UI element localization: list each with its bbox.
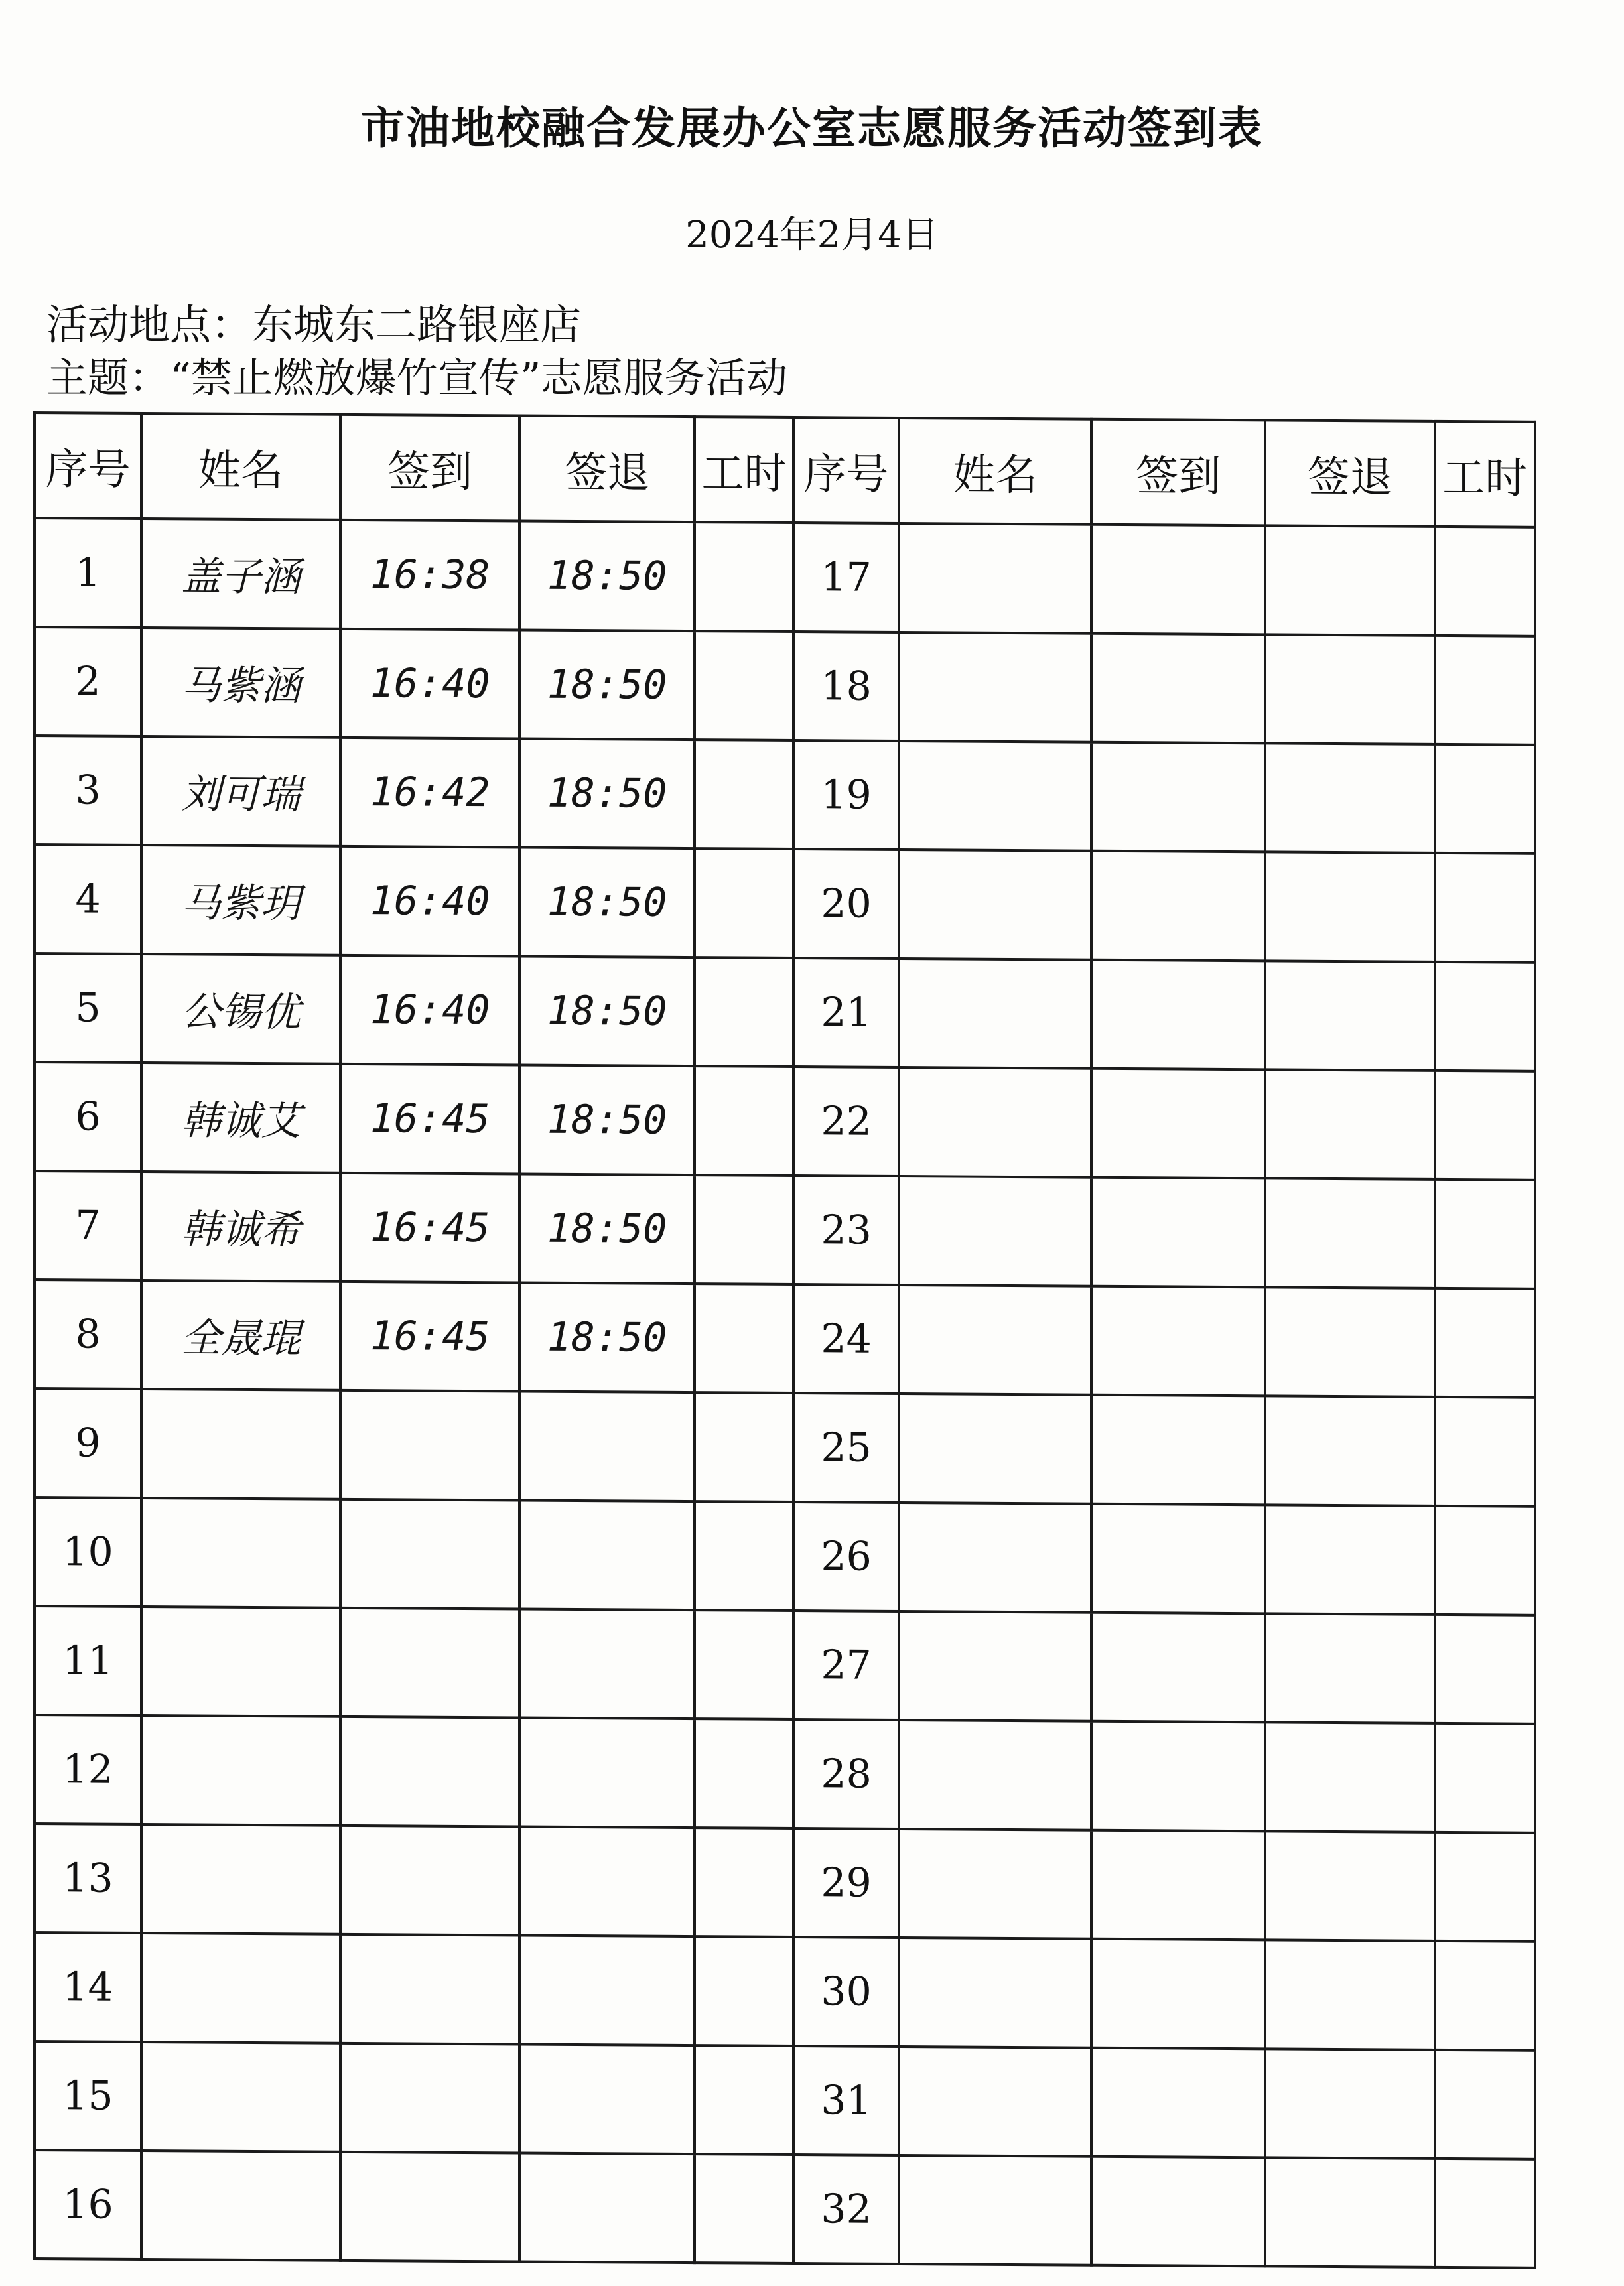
table-row xyxy=(34,953,1535,1071)
serial-cell: 32 xyxy=(793,2155,899,2264)
hours-cell xyxy=(1435,853,1535,963)
hours-cell xyxy=(695,740,793,849)
serial-cell: 9 xyxy=(34,1388,141,1498)
table-row xyxy=(34,736,1535,854)
header-hours: 工时 xyxy=(695,417,793,523)
name-signature: 韩诚希 xyxy=(141,1172,340,1282)
header-name: 姓名 xyxy=(141,413,340,520)
table-row xyxy=(34,1062,1535,1180)
name-signature: 全晟琨 xyxy=(141,1280,340,1390)
sign-out-cell xyxy=(1265,852,1435,962)
hours-cell xyxy=(1435,962,1535,1071)
hours-cell xyxy=(1435,1397,1535,1507)
hours-cell xyxy=(1435,1071,1535,1180)
theme-value: “禁止燃放爆竹宣传”志愿服务活动 xyxy=(170,354,788,402)
serial-cell: 24 xyxy=(793,1284,899,1394)
hours-cell xyxy=(695,1828,793,1937)
name-cell xyxy=(141,2151,340,2261)
hours-cell xyxy=(695,522,793,632)
sign-out-time: 18:50 xyxy=(519,738,695,848)
sign-out-time: 18:50 xyxy=(519,630,695,740)
name-cell xyxy=(899,1394,1091,1504)
name-cell xyxy=(899,2047,1091,2157)
serial-cell: 18 xyxy=(793,632,899,741)
serial-cell: 13 xyxy=(34,1824,141,1933)
serial-cell: 3 xyxy=(34,736,141,845)
hours-cell xyxy=(1435,1288,1535,1398)
sign-out-cell xyxy=(1265,634,1435,744)
name-cell xyxy=(899,741,1091,851)
table-row xyxy=(34,1388,1535,1507)
sign-out-cell xyxy=(1265,2157,1435,2267)
sign-in-cell xyxy=(1091,1830,1265,1940)
serial-cell: 6 xyxy=(34,1062,141,1172)
serial-cell: 20 xyxy=(793,849,899,959)
hours-cell xyxy=(1435,2050,1535,2159)
name-cell xyxy=(141,1715,340,1826)
hours-cell xyxy=(1435,744,1535,854)
header-hours-right: 工时 xyxy=(1435,421,1535,527)
serial-cell: 28 xyxy=(793,1719,899,1829)
serial-cell: 14 xyxy=(34,1932,141,2042)
sign-in-cell xyxy=(1091,525,1265,635)
sign-out-cell xyxy=(1265,1722,1435,1832)
sign-in-cell xyxy=(1091,1721,1265,1832)
serial-cell: 27 xyxy=(793,1611,899,1720)
hours-cell xyxy=(695,957,793,1067)
serial-cell: 4 xyxy=(34,844,141,954)
sign-out-cell xyxy=(519,1609,695,1719)
sign-out-cell xyxy=(519,1500,695,1610)
serial-cell: 8 xyxy=(34,1280,141,1389)
sign-in-time: 16:40 xyxy=(340,955,519,1065)
serial-cell: 15 xyxy=(34,2041,141,2151)
sign-out-cell xyxy=(1265,1940,1435,2050)
sign-out-cell xyxy=(519,1717,695,1828)
sign-out-cell xyxy=(1265,1178,1435,1288)
hours-cell xyxy=(1435,1941,1535,2051)
serial-cell: 23 xyxy=(793,1176,899,1285)
hours-cell xyxy=(695,1284,793,1393)
location-line xyxy=(46,292,581,351)
table-row xyxy=(34,1606,1535,1724)
table-row xyxy=(34,1932,1535,2051)
sign-out-cell xyxy=(1265,1505,1435,1615)
sign-out-cell xyxy=(1265,961,1435,1071)
serial-cell: 30 xyxy=(793,1937,899,2047)
sign-in-cell xyxy=(1091,1504,1265,1614)
sign-in-cell xyxy=(340,1717,519,1827)
sign-out-cell xyxy=(1265,1831,1435,1941)
name-cell xyxy=(899,1503,1091,1613)
hours-cell xyxy=(1435,1179,1535,1289)
serial-cell: 7 xyxy=(34,1171,141,1280)
table-row xyxy=(34,1171,1535,1289)
sign-out-cell xyxy=(1265,1287,1435,1397)
hours-cell xyxy=(695,2045,793,2155)
serial-cell: 11 xyxy=(34,1606,141,1715)
sign-out-time: 18:50 xyxy=(519,1174,695,1284)
header-sign-in: 签到 xyxy=(340,415,519,521)
serial-cell: 1 xyxy=(34,518,141,628)
sign-in-cell xyxy=(340,1934,519,2045)
sign-in-time: 16:45 xyxy=(340,1173,519,1283)
header-serial-right: 序号 xyxy=(793,417,899,523)
table-row xyxy=(34,1497,1535,1615)
sign-out-cell xyxy=(1265,1613,1435,1723)
header-name-right: 姓名 xyxy=(899,418,1091,525)
name-signature: 刘可瑞 xyxy=(141,736,340,846)
name-cell xyxy=(899,2155,1091,2265)
serial-cell: 22 xyxy=(793,1067,899,1176)
sign-out-time: 18:50 xyxy=(519,1065,695,1175)
name-signature: 韩诚艾 xyxy=(141,1063,340,1173)
sign-out-cell xyxy=(519,1391,695,1501)
hours-cell xyxy=(1435,1506,1535,1615)
name-cell xyxy=(141,1607,340,1717)
header-serial: 序号 xyxy=(34,413,141,519)
sign-in-cell xyxy=(340,2043,519,2153)
sign-in-cell xyxy=(1091,2157,1265,2267)
hours-cell xyxy=(695,1175,793,1284)
hours-cell xyxy=(695,1610,793,1719)
serial-cell: 5 xyxy=(34,953,141,1063)
sign-in-cell xyxy=(340,1390,519,1501)
serial-cell: 12 xyxy=(34,1715,141,1824)
serial-cell: 16 xyxy=(34,2150,141,2259)
sign-in-cell xyxy=(1091,960,1265,1070)
hours-cell xyxy=(695,631,793,740)
sign-out-cell xyxy=(1265,743,1435,853)
attendance-table xyxy=(33,411,1536,2269)
hours-cell xyxy=(1435,527,1535,636)
location-label: 活动地点： xyxy=(46,301,253,349)
header-sign-out: 签退 xyxy=(519,415,695,522)
name-cell xyxy=(899,850,1091,960)
sign-out-time: 18:50 xyxy=(519,1282,695,1392)
sign-in-time: 16:40 xyxy=(340,846,519,957)
name-signature: 盖子涵 xyxy=(141,519,340,629)
sign-in-cell xyxy=(1091,634,1265,744)
theme-line xyxy=(46,345,787,404)
name-cell xyxy=(899,1067,1091,1177)
sign-out-cell xyxy=(519,2153,695,2263)
name-cell xyxy=(899,1829,1091,1939)
sign-in-time: 16:40 xyxy=(340,629,519,739)
table-row xyxy=(34,844,1535,963)
hours-cell xyxy=(1435,1723,1535,1833)
table-row xyxy=(34,627,1535,745)
sign-in-cell xyxy=(1091,1177,1265,1288)
sign-in-time: 16:42 xyxy=(340,738,519,848)
sign-in-cell xyxy=(340,1608,519,1718)
sheet-date: 2024年2月4日 xyxy=(685,214,939,257)
sign-out-cell xyxy=(1265,2049,1435,2159)
sign-out-time: 18:50 xyxy=(519,521,695,631)
name-signature: 马紫涵 xyxy=(141,628,340,738)
sign-in-time: 16:38 xyxy=(340,520,519,630)
serial-cell: 10 xyxy=(34,1497,141,1607)
name-cell xyxy=(141,1824,340,1934)
name-cell xyxy=(899,1176,1091,1286)
theme-label: 主题： xyxy=(46,354,170,402)
sign-out-cell xyxy=(1265,525,1435,636)
hours-cell xyxy=(1435,636,1535,745)
sign-in-cell xyxy=(1091,742,1265,852)
serial-cell: 26 xyxy=(793,1502,899,1611)
serial-cell: 19 xyxy=(793,740,899,850)
header-sign-in-right: 签到 xyxy=(1091,419,1265,526)
name-cell xyxy=(141,1498,340,1608)
sign-in-cell xyxy=(1091,1395,1265,1505)
sign-in-time: 16:45 xyxy=(340,1064,519,1174)
location-value: 东城东二路银座店 xyxy=(252,301,582,349)
hours-cell xyxy=(1435,1615,1535,1724)
hours-cell xyxy=(695,1719,793,1828)
sign-in-cell xyxy=(1091,1286,1265,1396)
sign-out-cell xyxy=(1265,1069,1435,1179)
table-row xyxy=(34,518,1535,636)
name-cell xyxy=(141,2042,340,2152)
hours-cell xyxy=(695,1936,793,2046)
name-cell xyxy=(899,523,1091,634)
sign-in-cell xyxy=(1091,2048,1265,2158)
sign-in-cell xyxy=(1091,851,1265,961)
name-cell xyxy=(899,959,1091,1069)
name-cell xyxy=(899,1938,1091,2048)
sign-in-cell xyxy=(340,2152,519,2262)
name-signature: 公锡优 xyxy=(141,954,340,1064)
hours-cell xyxy=(695,1392,793,1502)
name-cell xyxy=(899,1720,1091,1830)
hours-cell xyxy=(1435,2159,1535,2268)
table-row xyxy=(34,1280,1535,1398)
sign-in-cell xyxy=(1091,1939,1265,2049)
serial-cell: 21 xyxy=(793,958,899,1067)
hours-cell xyxy=(695,1066,793,1176)
sign-out-cell xyxy=(519,1826,695,1936)
name-cell xyxy=(141,1389,340,1499)
hours-cell xyxy=(695,1501,793,1611)
table-row xyxy=(34,1715,1535,1833)
sign-in-cell xyxy=(340,1826,519,1936)
name-cell xyxy=(899,1285,1091,1395)
sign-in-cell xyxy=(340,1499,519,1609)
table-row xyxy=(34,2041,1535,2159)
sign-out-time: 18:50 xyxy=(519,847,695,957)
name-cell xyxy=(141,1933,340,2043)
sign-in-cell xyxy=(1091,1069,1265,1179)
name-signature: 马紫玥 xyxy=(141,845,340,955)
sign-out-cell xyxy=(519,1935,695,2045)
table-row xyxy=(34,2150,1535,2268)
sign-out-time: 18:50 xyxy=(519,956,695,1066)
hours-cell xyxy=(695,848,793,958)
name-cell xyxy=(899,1611,1091,1721)
serial-cell: 31 xyxy=(793,2046,899,2155)
serial-cell: 25 xyxy=(793,1393,899,1503)
serial-cell: 2 xyxy=(34,627,141,736)
table-row xyxy=(34,1824,1535,1942)
hours-cell xyxy=(695,2154,793,2263)
page-title: 市油地校融合发展办公室志愿服务活动签到表 xyxy=(361,103,1263,154)
table-header-row xyxy=(34,413,1535,527)
sign-out-cell xyxy=(519,2044,695,2154)
serial-cell: 29 xyxy=(793,1828,899,1938)
header-sign-out-right: 签退 xyxy=(1265,420,1435,527)
hours-cell xyxy=(1435,1832,1535,1942)
sign-in-time: 16:45 xyxy=(340,1282,519,1392)
sign-out-cell xyxy=(1265,1396,1435,1506)
sign-in-cell xyxy=(1091,1613,1265,1723)
serial-cell: 17 xyxy=(793,523,899,632)
name-cell xyxy=(899,632,1091,742)
